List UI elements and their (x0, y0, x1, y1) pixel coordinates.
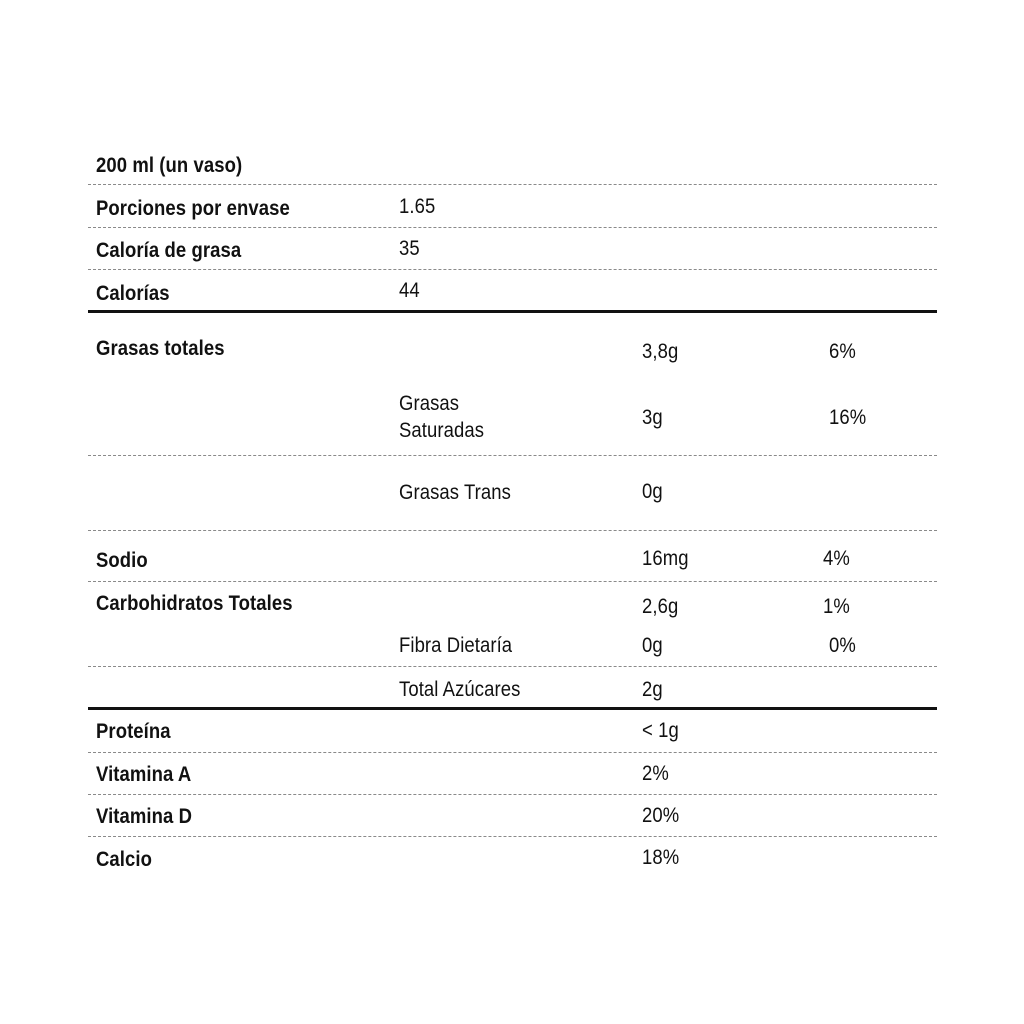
dietary-fiber-label: Fibra Dietaría (399, 634, 513, 657)
divider (88, 794, 937, 795)
divider (88, 530, 937, 531)
servings-per-container-value: 1.65 (399, 195, 436, 218)
total-fat-label: Grasas totales (96, 337, 225, 360)
saturated-fat-label-line2: Saturadas (399, 419, 485, 442)
total-carbs-amount: 2,6g (642, 595, 679, 618)
divider (88, 227, 937, 228)
calcium-value: 18% (642, 846, 680, 869)
calories-label: Calorías (96, 282, 170, 305)
vitamin-d-label: Vitamina D (96, 805, 193, 828)
trans-fat-label: Grasas Trans (399, 481, 511, 504)
dietary-fiber-amount: 0g (642, 634, 663, 657)
divider (88, 752, 937, 753)
total-sugars-label: Total Azúcares (399, 678, 521, 701)
divider (88, 836, 937, 837)
trans-fat-amount: 0g (642, 480, 663, 503)
divider (88, 581, 937, 582)
divider (88, 455, 937, 456)
saturated-fat-percent: 16% (829, 406, 867, 429)
vitamin-a-label: Vitamina A (96, 763, 192, 786)
sodium-percent: 4% (823, 547, 850, 570)
vitamin-a-value: 2% (642, 762, 669, 785)
sodium-amount: 16mg (642, 547, 689, 570)
divider (88, 184, 937, 185)
total-fat-percent: 6% (829, 340, 856, 363)
total-fat-amount: 3,8g (642, 340, 679, 363)
fat-calories-value: 35 (399, 237, 420, 260)
divider (88, 269, 937, 270)
total-sugars-amount: 2g (642, 678, 663, 701)
calories-value: 44 (399, 279, 420, 302)
section-divider (88, 310, 937, 313)
total-carbs-percent: 1% (823, 595, 850, 618)
divider (88, 666, 937, 667)
total-carbs-label: Carbohidratos Totales (96, 592, 293, 615)
protein-label: Proteína (96, 720, 171, 743)
saturated-fat-label-line1: Grasas (399, 392, 460, 415)
vitamin-d-value: 20% (642, 804, 680, 827)
saturated-fat-amount: 3g (642, 406, 663, 429)
dietary-fiber-percent: 0% (829, 634, 856, 657)
protein-value: < 1g (642, 719, 679, 742)
sodium-label: Sodio (96, 549, 148, 572)
servings-per-container-label: Porciones por envase (96, 197, 290, 220)
section-divider (88, 707, 937, 710)
fat-calories-label: Caloría de grasa (96, 239, 242, 262)
calcium-label: Calcio (96, 848, 152, 871)
serving-size-label: 200 ml (un vaso) (96, 154, 243, 177)
